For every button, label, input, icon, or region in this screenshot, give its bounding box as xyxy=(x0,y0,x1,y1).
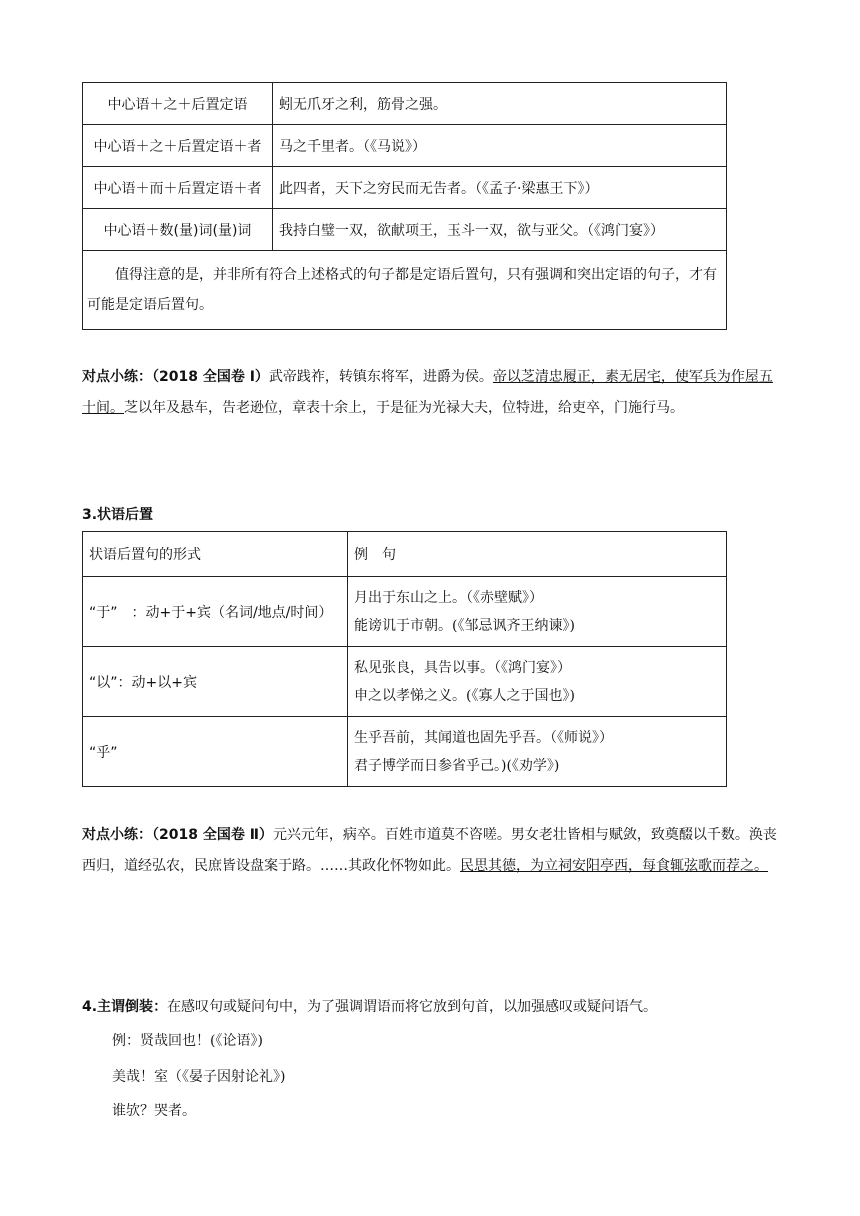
section-title: 4.主谓倒装 xyxy=(82,999,154,1015)
example-cell xyxy=(348,577,727,647)
form-cell: 中心语＋数(量)词(量)词 xyxy=(83,209,273,251)
example-line: 君子博学而日参省乎己。)(《劝学》) xyxy=(354,757,560,774)
attributive-postposition-table xyxy=(82,82,727,330)
table-row xyxy=(83,83,727,125)
example-cell xyxy=(348,717,727,787)
practice-label: 对点小练：（2018 全国卷 Ⅰ） xyxy=(82,369,269,385)
form-cell: “乎” xyxy=(83,717,348,787)
example-line: 美哉！室（《晏子因射论礼》) xyxy=(112,1069,286,1085)
table-row xyxy=(83,167,727,209)
table-row xyxy=(83,717,727,787)
practice-paragraph-1 xyxy=(82,362,782,424)
form-cell: 中心语＋之＋后置定语 xyxy=(83,83,273,125)
practice-label: 对点小练：（2018 全国卷 Ⅱ） xyxy=(82,827,273,843)
example-line: 申之以孝悌之义。(《寡人之于国也》) xyxy=(354,687,575,704)
practice-text: 武帝践祚，转镇东将军，进爵为侯。 xyxy=(268,369,493,385)
example-cell: 蚓无爪牙之利，筋骨之强。 xyxy=(273,83,727,125)
example-cell xyxy=(348,647,727,717)
form-cell: “以”：动+以+宾 xyxy=(83,647,348,717)
example-line: 私见张良，具告以事。（《鸿门宴》） xyxy=(354,659,571,676)
example-line: 例：贤哉回也！(《论语》) xyxy=(112,1033,263,1049)
form-cell: 中心语＋之＋后置定语＋者 xyxy=(83,125,273,167)
section-description: 在感叹句或疑问句中，为了强调谓语而将它放到句首，以加强感叹或疑问语气。 xyxy=(167,999,658,1015)
example-line: 月出于东山之上。（《赤壁赋》） xyxy=(354,589,543,606)
example-cell: 马之千里者。（《马说》） xyxy=(273,125,727,167)
note-cell: 值得注意的是，并非所有符合上述格式的句子都是定语后置句，只有强调和突出定语的句子，才有可能是定语后置句。 xyxy=(83,251,727,330)
form-cell: “于” ：动+于+宾（名词/地点/时间） xyxy=(83,577,348,647)
form-cell: 中心语＋而＋后置定语＋者 xyxy=(83,167,273,209)
table-row xyxy=(83,209,727,251)
practice-text: 芝以年及悬车，告老逊位，章表十余上，于是征为光禄大夫，位特进，给吏卒，门施行马。 xyxy=(124,400,684,416)
example-line: 能谤讥于市朝。(《邹忌讽齐王纳谏》) xyxy=(354,617,575,634)
column-header: 例 句 xyxy=(348,532,727,577)
example-line: 生乎吾前，其闻道也固先乎吾。（《师说》） xyxy=(354,729,613,746)
table-header-row xyxy=(83,532,727,577)
example-cell: 我持白璧一双，欲献项王，玉斗一双，欲与亚父。（《鸿门宴》） xyxy=(273,209,727,251)
practice-paragraph-2 xyxy=(82,820,782,882)
section-title: 3.状语后置 xyxy=(82,507,154,523)
table-row xyxy=(83,647,727,717)
table-row xyxy=(83,125,727,167)
section-4-intro xyxy=(82,992,782,1023)
underlined-sentence: 帝以芝清忠履正，素无居宅，使军兵为作屋五十间。 xyxy=(82,369,773,416)
example-line: 谁欤？哭者。 xyxy=(112,1103,196,1119)
column-header: 状语后置句的形式 xyxy=(83,532,348,577)
table-row xyxy=(83,577,727,647)
example-cell: 此四者，天下之穷民而无告者。（《孟子·梁惠王下》） xyxy=(273,167,727,209)
table-row xyxy=(83,251,727,330)
adverbial-postposition-table xyxy=(82,531,727,787)
practice-text: 元兴元年，病卒。百姓市道莫不咨嗟。男女老壮皆相与赋敛，致奠醊以千数。涣丧西归，道经弘农，民庶皆设盘案于路。……其政化怀物如此。 xyxy=(82,827,777,874)
title-colon: ： xyxy=(153,999,168,1015)
underlined-sentence: 民思其德，为立祠安阳亭西，每食辄弦歌而荐之。 xyxy=(460,858,768,874)
